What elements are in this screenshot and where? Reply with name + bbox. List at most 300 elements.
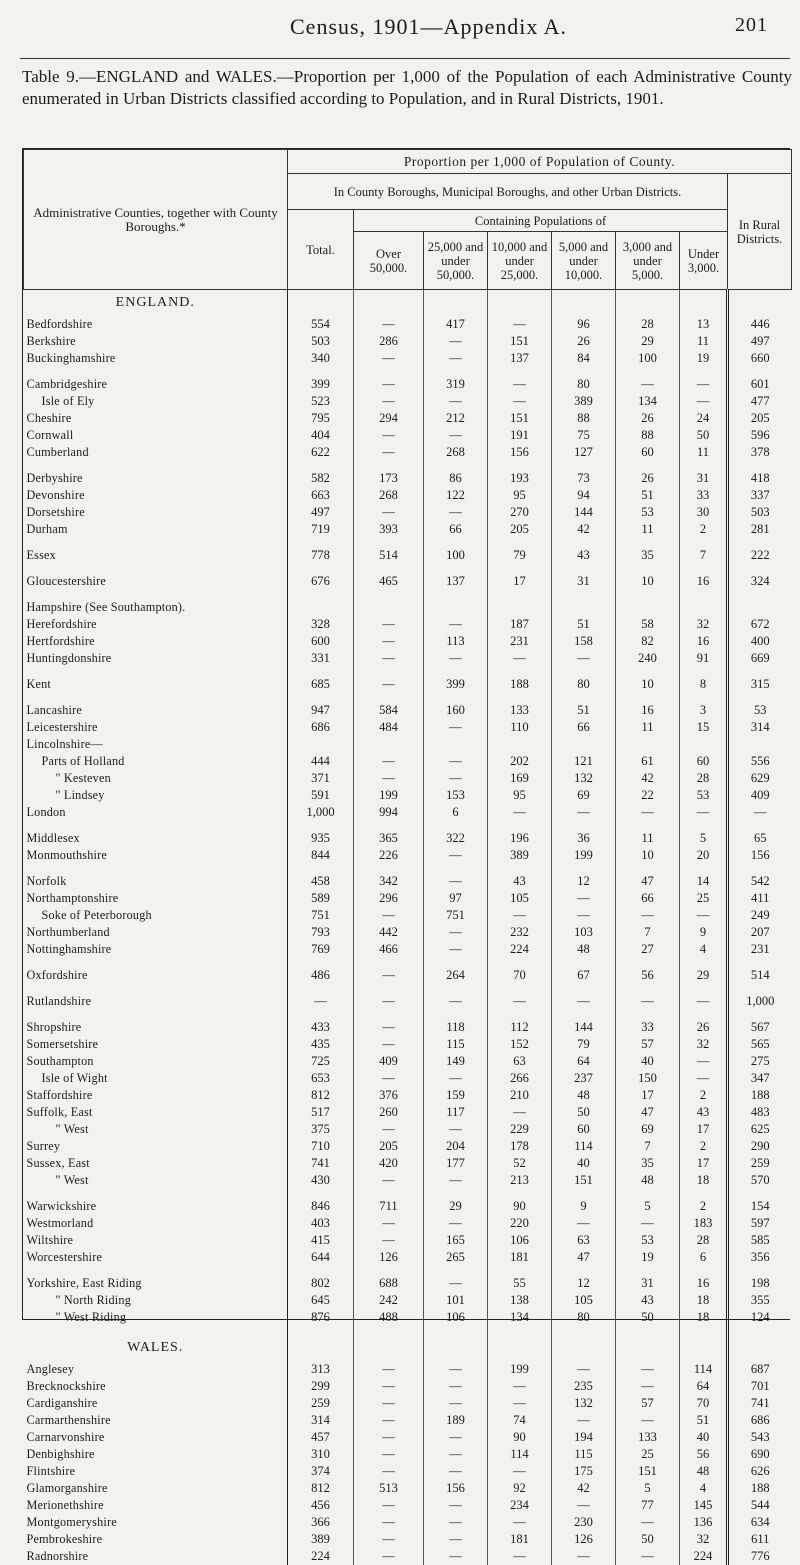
group-gap bbox=[24, 984, 792, 993]
blank-cell bbox=[552, 693, 616, 702]
rural-cell: 409 bbox=[728, 787, 792, 804]
rural-cell: 314 bbox=[728, 719, 792, 736]
rural-cell: 543 bbox=[728, 1429, 792, 1446]
band-cell: 90 bbox=[488, 1429, 552, 1446]
band-cell: 51 bbox=[552, 702, 616, 719]
blank-cell bbox=[680, 1326, 728, 1335]
blank-cell bbox=[288, 1010, 354, 1019]
band-cell: 268 bbox=[354, 487, 424, 504]
band-cell: 196 bbox=[488, 830, 552, 847]
band-cell: — bbox=[616, 1215, 680, 1232]
band-cell: 751 bbox=[424, 907, 488, 924]
band-cell: 151 bbox=[616, 1463, 680, 1480]
blank-cell bbox=[488, 958, 552, 967]
total-cell: 591 bbox=[288, 787, 354, 804]
table-row bbox=[24, 702, 792, 719]
band-cell: — bbox=[488, 1463, 552, 1480]
band-cell: 66 bbox=[552, 719, 616, 736]
band-cell: — bbox=[424, 1548, 488, 1565]
blank-cell bbox=[354, 1266, 424, 1275]
header-band: Over 50,000. bbox=[354, 232, 424, 290]
blank-cell bbox=[354, 538, 424, 547]
table-row bbox=[24, 941, 792, 958]
band-cell: 181 bbox=[488, 1249, 552, 1266]
total-cell: 582 bbox=[288, 470, 354, 487]
band-cell: 15 bbox=[680, 719, 728, 736]
band-cell: 110 bbox=[488, 719, 552, 736]
total-cell: 523 bbox=[288, 393, 354, 410]
band-cell: 106 bbox=[488, 1232, 552, 1249]
total-cell: 366 bbox=[288, 1514, 354, 1531]
table-body bbox=[24, 290, 792, 1565]
county-name: Rutlandshire bbox=[26, 993, 92, 1008]
blank-cell bbox=[24, 367, 288, 376]
total-cell: 374 bbox=[288, 1463, 354, 1480]
band-cell: 296 bbox=[354, 890, 424, 907]
total-cell: 435 bbox=[288, 1036, 354, 1053]
band-cell: — bbox=[424, 1531, 488, 1548]
blank-cell bbox=[616, 367, 680, 376]
rural-cell: 483 bbox=[728, 1104, 792, 1121]
header-proportion: Proportion per 1,000 of Population of County. bbox=[288, 150, 792, 174]
blank-cell bbox=[424, 864, 488, 873]
table-row bbox=[24, 736, 792, 753]
band-cell bbox=[488, 599, 552, 616]
blank-cell bbox=[488, 538, 552, 547]
table-row bbox=[24, 633, 792, 650]
table-row bbox=[24, 967, 792, 984]
band-cell: 115 bbox=[552, 1446, 616, 1463]
band-cell: 151 bbox=[488, 333, 552, 350]
county-name: Soke of Peterborough bbox=[41, 907, 152, 922]
total-cell: 458 bbox=[288, 873, 354, 890]
table-row bbox=[24, 316, 792, 333]
rural-cell: 207 bbox=[728, 924, 792, 941]
band-cell: 47 bbox=[616, 1104, 680, 1121]
group-gap bbox=[24, 693, 792, 702]
county-name: Northumberland bbox=[26, 924, 110, 939]
blank-cell bbox=[488, 590, 552, 599]
band-cell: 126 bbox=[354, 1249, 424, 1266]
blank-cell bbox=[288, 290, 354, 316]
blank-cell bbox=[616, 290, 680, 316]
band-cell: 53 bbox=[680, 787, 728, 804]
blank-cell bbox=[680, 1266, 728, 1275]
table-row bbox=[24, 1155, 792, 1172]
band-cell: 101 bbox=[424, 1292, 488, 1309]
band-cell: 24 bbox=[680, 410, 728, 427]
band-cell: 376 bbox=[354, 1087, 424, 1104]
band-cell: 91 bbox=[680, 650, 728, 667]
blank-cell bbox=[354, 958, 424, 967]
band-cell: — bbox=[488, 1548, 552, 1565]
band-cell bbox=[552, 736, 616, 753]
band-cell: 193 bbox=[488, 470, 552, 487]
section-heading: ENGLAND. bbox=[115, 295, 195, 311]
band-cell: 205 bbox=[354, 1138, 424, 1155]
table-row bbox=[24, 487, 792, 504]
band-cell: — bbox=[424, 616, 488, 633]
blank-cell bbox=[680, 538, 728, 547]
band-cell: 40 bbox=[616, 1053, 680, 1070]
county-name: Worcestershire bbox=[26, 1249, 103, 1264]
blank-cell bbox=[552, 461, 616, 470]
band-cell: 57 bbox=[616, 1036, 680, 1053]
table-row bbox=[24, 573, 792, 590]
rural-cell: 156 bbox=[728, 847, 792, 864]
total-cell: 340 bbox=[288, 350, 354, 367]
band-cell: 33 bbox=[616, 1019, 680, 1036]
band-cell: 61 bbox=[616, 753, 680, 770]
band-cell: 100 bbox=[424, 547, 488, 564]
county-name: Shropshire bbox=[26, 1019, 82, 1034]
rural-cell: 514 bbox=[728, 967, 792, 984]
blank-cell bbox=[288, 958, 354, 967]
band-cell: 63 bbox=[552, 1232, 616, 1249]
band-cell: 153 bbox=[424, 787, 488, 804]
blank-cell bbox=[552, 290, 616, 316]
band-cell: 31 bbox=[680, 470, 728, 487]
table-row bbox=[24, 333, 792, 350]
band-cell: 96 bbox=[552, 316, 616, 333]
total-cell: 403 bbox=[288, 1215, 354, 1232]
band-cell: — bbox=[424, 1121, 488, 1138]
table-row bbox=[24, 599, 792, 616]
blank-cell bbox=[24, 864, 288, 873]
header-containing: Containing Populations of bbox=[354, 210, 728, 232]
blank-cell bbox=[552, 1010, 616, 1019]
band-cell: 399 bbox=[424, 676, 488, 693]
blank-cell bbox=[680, 821, 728, 830]
rural-cell: 503 bbox=[728, 504, 792, 521]
group-gap bbox=[24, 667, 792, 676]
table-row bbox=[24, 1249, 792, 1266]
band-cell: 30 bbox=[680, 504, 728, 521]
band-cell: 409 bbox=[354, 1053, 424, 1070]
band-cell: 584 bbox=[354, 702, 424, 719]
blank-cell bbox=[552, 1266, 616, 1275]
band-cell bbox=[552, 599, 616, 616]
blank-cell bbox=[354, 693, 424, 702]
rural-cell: 690 bbox=[728, 1446, 792, 1463]
blank-cell bbox=[616, 1266, 680, 1275]
band-cell: 31 bbox=[552, 573, 616, 590]
group-gap bbox=[24, 538, 792, 547]
band-cell: 212 bbox=[424, 410, 488, 427]
total-cell: 622 bbox=[288, 444, 354, 461]
band-cell: 11 bbox=[616, 830, 680, 847]
band-cell: — bbox=[616, 1412, 680, 1429]
county-name: London bbox=[26, 804, 66, 819]
county-name: Pembrokeshire bbox=[26, 1531, 103, 1546]
band-cell: — bbox=[354, 1514, 424, 1531]
band-cell: 389 bbox=[488, 847, 552, 864]
band-cell: — bbox=[424, 941, 488, 958]
header-band: 5,000 and under 10,000. bbox=[552, 232, 616, 290]
band-cell: 466 bbox=[354, 941, 424, 958]
band-cell: 210 bbox=[488, 1087, 552, 1104]
band-cell: — bbox=[424, 719, 488, 736]
band-cell: 32 bbox=[680, 1036, 728, 1053]
rural-cell: — bbox=[728, 804, 792, 821]
blank-cell bbox=[728, 290, 792, 316]
county-name: Montgomeryshire bbox=[26, 1514, 117, 1529]
group-gap bbox=[24, 958, 792, 967]
rural-cell: 188 bbox=[728, 1480, 792, 1497]
blank-cell bbox=[488, 1266, 552, 1275]
band-cell: 19 bbox=[616, 1249, 680, 1266]
band-cell: 70 bbox=[680, 1395, 728, 1412]
band-cell: 136 bbox=[680, 1514, 728, 1531]
band-cell: 105 bbox=[488, 890, 552, 907]
blank-cell bbox=[616, 1335, 680, 1361]
band-cell: 43 bbox=[680, 1104, 728, 1121]
blank-cell bbox=[728, 1010, 792, 1019]
county-name: Herefordshire bbox=[26, 616, 97, 631]
band-cell: — bbox=[354, 444, 424, 461]
blank-cell bbox=[288, 367, 354, 376]
blank-cell bbox=[728, 1335, 792, 1361]
total-cell: 644 bbox=[288, 1249, 354, 1266]
rural-cell: 205 bbox=[728, 410, 792, 427]
band-cell bbox=[424, 736, 488, 753]
county-name: Anglesey bbox=[26, 1361, 75, 1376]
band-cell: 151 bbox=[552, 1172, 616, 1189]
band-cell: 149 bbox=[424, 1053, 488, 1070]
band-cell: — bbox=[424, 753, 488, 770]
total-cell: 589 bbox=[288, 890, 354, 907]
band-cell: — bbox=[354, 427, 424, 444]
band-cell: — bbox=[354, 633, 424, 650]
band-cell: 12 bbox=[552, 1275, 616, 1292]
county-name: " North Riding bbox=[55, 1292, 131, 1307]
band-cell: 16 bbox=[680, 633, 728, 650]
band-cell: 80 bbox=[552, 676, 616, 693]
header-urban: In County Boroughs, Municipal Boroughs, and other Urban Districts. bbox=[288, 174, 728, 210]
band-cell: 114 bbox=[552, 1138, 616, 1155]
rural-cell: 418 bbox=[728, 470, 792, 487]
band-cell: 48 bbox=[552, 941, 616, 958]
rural-cell: 626 bbox=[728, 1463, 792, 1480]
table-row bbox=[24, 1412, 792, 1429]
total-cell: 457 bbox=[288, 1429, 354, 1446]
blank-cell bbox=[488, 461, 552, 470]
band-cell bbox=[488, 736, 552, 753]
total-cell: 299 bbox=[288, 1378, 354, 1395]
band-cell: 19 bbox=[680, 350, 728, 367]
header-band: 25,000 and under 50,000. bbox=[424, 232, 488, 290]
band-cell: 114 bbox=[488, 1446, 552, 1463]
band-cell: 64 bbox=[680, 1378, 728, 1395]
table-title: Table 9.—ENGLAND and WALES.—Proportion per 1,000 of the Population of each Administrative County enumerated in Urban Districts classified according to Population, and in Rural Districts, 1901. bbox=[22, 67, 792, 108]
band-cell: — bbox=[424, 1497, 488, 1514]
band-cell: 488 bbox=[354, 1309, 424, 1326]
rural-cell: 542 bbox=[728, 873, 792, 890]
county-name: Isle of Ely bbox=[41, 393, 95, 408]
top-rule bbox=[20, 58, 790, 59]
blank-cell bbox=[552, 984, 616, 993]
blank-cell bbox=[728, 958, 792, 967]
county-name: Middlesex bbox=[26, 830, 80, 845]
blank-cell bbox=[728, 864, 792, 873]
blank-cell bbox=[424, 958, 488, 967]
table-row bbox=[24, 1446, 792, 1463]
total-cell: 812 bbox=[288, 1480, 354, 1497]
group-gap bbox=[24, 864, 792, 873]
band-cell: 52 bbox=[488, 1155, 552, 1172]
blank-cell bbox=[616, 984, 680, 993]
band-cell: 60 bbox=[616, 444, 680, 461]
band-cell: 121 bbox=[552, 753, 616, 770]
band-cell bbox=[354, 599, 424, 616]
total-cell: 389 bbox=[288, 1531, 354, 1548]
band-cell: 177 bbox=[424, 1155, 488, 1172]
band-cell: 60 bbox=[552, 1121, 616, 1138]
band-cell: 6 bbox=[424, 804, 488, 821]
band-cell: 137 bbox=[488, 350, 552, 367]
band-cell: — bbox=[616, 1378, 680, 1395]
total-cell: 676 bbox=[288, 573, 354, 590]
band-cell: 2 bbox=[680, 1087, 728, 1104]
band-cell: 286 bbox=[354, 333, 424, 350]
band-cell: — bbox=[424, 350, 488, 367]
blank-cell bbox=[24, 667, 288, 676]
band-cell: — bbox=[424, 873, 488, 890]
band-cell: 9 bbox=[552, 1198, 616, 1215]
county-name: Warwickshire bbox=[26, 1198, 97, 1213]
section-heading-row bbox=[24, 290, 792, 316]
blank-cell bbox=[354, 461, 424, 470]
band-cell: — bbox=[552, 1497, 616, 1514]
blank-cell bbox=[488, 1335, 552, 1361]
table-row bbox=[24, 1121, 792, 1138]
band-cell: 342 bbox=[354, 873, 424, 890]
band-cell: — bbox=[552, 804, 616, 821]
band-cell: 95 bbox=[488, 787, 552, 804]
blank-cell bbox=[424, 367, 488, 376]
rural-cell: 222 bbox=[728, 547, 792, 564]
county-name: " West Riding bbox=[55, 1309, 127, 1324]
band-cell: — bbox=[424, 1378, 488, 1395]
band-cell: — bbox=[424, 1172, 488, 1189]
band-cell: 230 bbox=[552, 1514, 616, 1531]
blank-cell bbox=[288, 538, 354, 547]
band-cell: 711 bbox=[354, 1198, 424, 1215]
rural-cell: 446 bbox=[728, 316, 792, 333]
group-gap bbox=[24, 1266, 792, 1275]
blank-cell bbox=[24, 538, 288, 547]
band-cell: — bbox=[354, 1070, 424, 1087]
blank-cell bbox=[680, 958, 728, 967]
band-cell: 74 bbox=[488, 1412, 552, 1429]
blank-cell bbox=[354, 1010, 424, 1019]
band-cell: — bbox=[616, 1548, 680, 1565]
blank-cell bbox=[552, 821, 616, 830]
band-cell: — bbox=[354, 316, 424, 333]
blank-cell bbox=[24, 461, 288, 470]
blank-cell bbox=[288, 564, 354, 573]
band-cell: 43 bbox=[488, 873, 552, 890]
band-cell: 56 bbox=[680, 1446, 728, 1463]
band-cell: 26 bbox=[616, 410, 680, 427]
blank-cell bbox=[616, 564, 680, 573]
blank-cell bbox=[354, 1326, 424, 1335]
band-cell: 51 bbox=[616, 487, 680, 504]
blank-cell bbox=[616, 1326, 680, 1335]
blank-cell bbox=[424, 693, 488, 702]
band-cell: 26 bbox=[616, 470, 680, 487]
county-name: Norfolk bbox=[26, 873, 67, 888]
blank-cell bbox=[354, 984, 424, 993]
band-cell: 199 bbox=[552, 847, 616, 864]
table-row bbox=[24, 1548, 792, 1565]
band-cell: 189 bbox=[424, 1412, 488, 1429]
band-cell: 55 bbox=[488, 1275, 552, 1292]
blank-cell bbox=[680, 461, 728, 470]
blank-cell bbox=[680, 290, 728, 316]
band-cell: — bbox=[424, 1395, 488, 1412]
band-cell: — bbox=[354, 1121, 424, 1138]
band-cell: — bbox=[424, 924, 488, 941]
band-cell: — bbox=[354, 1548, 424, 1565]
blank-cell bbox=[354, 667, 424, 676]
table-row bbox=[24, 719, 792, 736]
band-cell: 10 bbox=[616, 676, 680, 693]
table-row bbox=[24, 1172, 792, 1189]
total-cell: 456 bbox=[288, 1497, 354, 1514]
blank-cell bbox=[552, 1335, 616, 1361]
band-cell: 51 bbox=[552, 616, 616, 633]
county-name: Dorsetshire bbox=[26, 504, 85, 519]
band-cell: — bbox=[424, 1463, 488, 1480]
rural-cell: 634 bbox=[728, 1514, 792, 1531]
total-cell: 741 bbox=[288, 1155, 354, 1172]
rural-cell: 625 bbox=[728, 1121, 792, 1138]
table-row bbox=[24, 650, 792, 667]
band-cell: — bbox=[488, 316, 552, 333]
rural-cell: 741 bbox=[728, 1395, 792, 1412]
county-name: Hampshire (See Southampton). bbox=[26, 599, 186, 614]
band-cell: — bbox=[616, 1361, 680, 1378]
band-cell: 187 bbox=[488, 616, 552, 633]
blank-cell bbox=[354, 864, 424, 873]
band-cell: 513 bbox=[354, 1480, 424, 1497]
blank-cell bbox=[680, 1010, 728, 1019]
county-name: Derbyshire bbox=[26, 470, 83, 485]
band-cell: 94 bbox=[552, 487, 616, 504]
county-name: Carmarthenshire bbox=[26, 1412, 111, 1427]
band-cell: 7 bbox=[680, 547, 728, 564]
page-number: 201 bbox=[735, 14, 768, 36]
total-cell: 415 bbox=[288, 1232, 354, 1249]
band-cell: 194 bbox=[552, 1429, 616, 1446]
rural-cell: 290 bbox=[728, 1138, 792, 1155]
band-cell: 70 bbox=[488, 967, 552, 984]
band-cell: 994 bbox=[354, 804, 424, 821]
blank-cell bbox=[680, 1335, 728, 1361]
rural-cell bbox=[728, 599, 792, 616]
blank-cell bbox=[728, 1326, 792, 1335]
blank-cell bbox=[680, 693, 728, 702]
band-cell: — bbox=[424, 1070, 488, 1087]
band-cell: 28 bbox=[616, 316, 680, 333]
blank-cell bbox=[424, 564, 488, 573]
rural-cell: 411 bbox=[728, 890, 792, 907]
blank-cell bbox=[552, 1326, 616, 1335]
band-cell: — bbox=[354, 907, 424, 924]
blank-cell bbox=[424, 984, 488, 993]
band-cell: — bbox=[488, 804, 552, 821]
